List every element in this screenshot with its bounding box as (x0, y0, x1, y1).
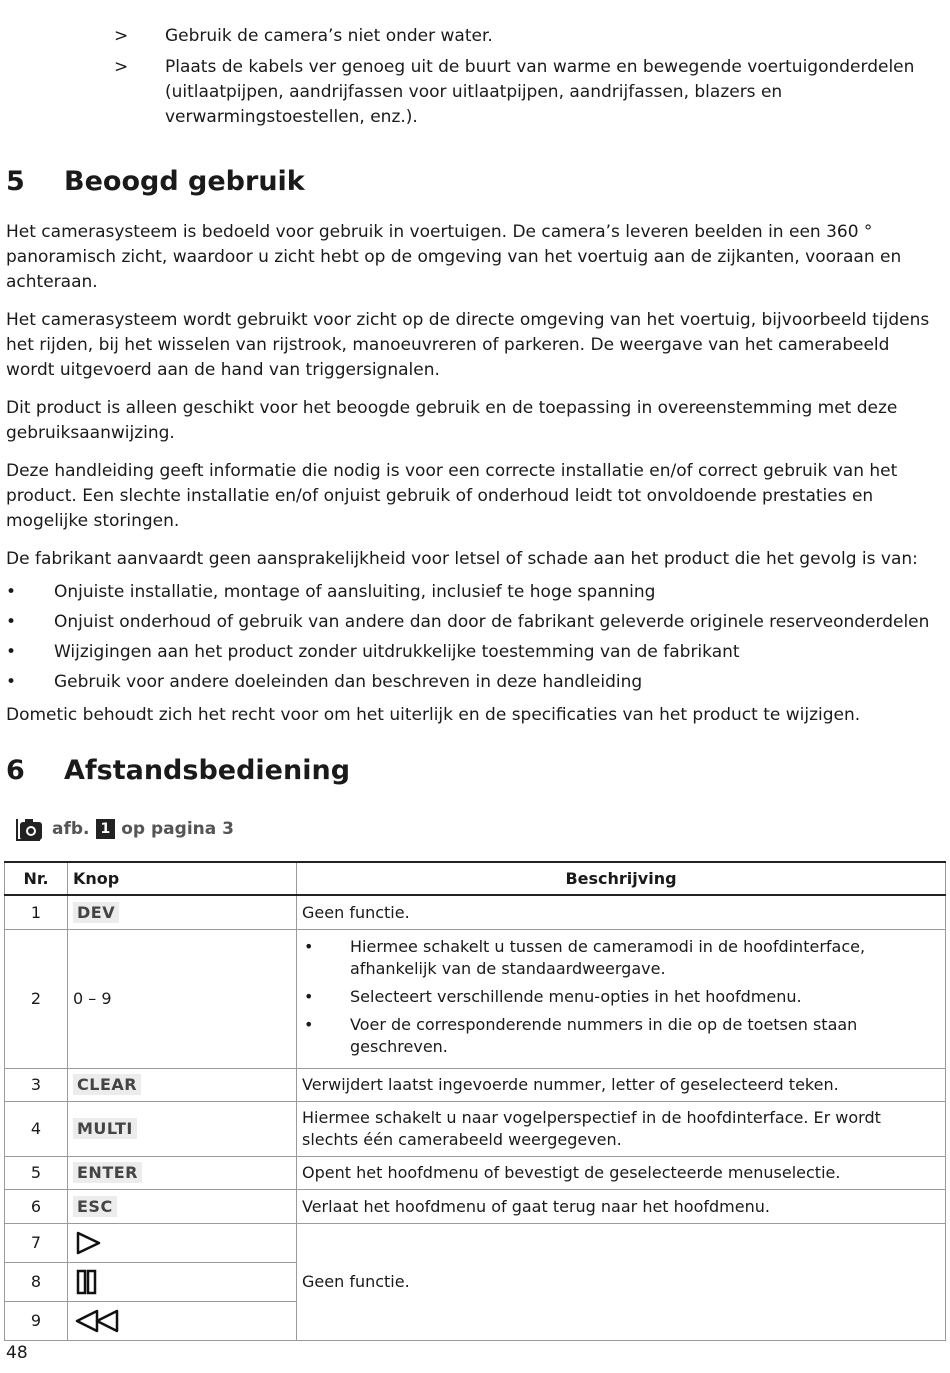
figure-reference (14, 814, 234, 844)
column-header-knop: Knop (68, 862, 297, 895)
key-label: CLEAR (73, 1074, 141, 1095)
arrow-marker: > (114, 26, 129, 46)
cell-knop (68, 1189, 297, 1223)
camera-icon (14, 816, 44, 843)
cell-knop (68, 895, 297, 929)
paragraph: De fabrikant aanvaardt geen aansprakelijkheid voor letsel of schade aan het product die het gevolg is van: (6, 549, 918, 569)
bullet-dot: • (6, 672, 17, 692)
bullet-dot: • (6, 582, 17, 602)
cell-knop (68, 1156, 297, 1189)
list-item (6, 670, 936, 695)
bullet-dot: • (6, 642, 17, 662)
column-header-nr: Nr. (5, 862, 68, 895)
cell-nr: 5 (5, 1156, 68, 1189)
pause-icon (73, 1269, 291, 1295)
bullet-dot: • (304, 936, 314, 956)
paragraph: Deze handleiding geeft informatie die nodig is voor een correcte installatie en/of correct gebruik van het product. Een slechte installatie en/of onjuist gebruik of onderhoud leidt tot onvoldoende prestaties en mogelijke storingen. (6, 461, 898, 531)
bullet-dot: • (304, 986, 314, 1006)
paragraph: Het camerasysteem is bedoeld voor gebruik in voertuigen. De camera’s leveren beelden in een 360 ° panoramisch zicht, waardoor u zicht hebt op de omgeving van het voertuig aan de zijkanten, vooraan en achteraan. (6, 222, 902, 292)
section-title: Beoogd gebruik (64, 166, 305, 197)
cell-beschrijving: Verwijdert laatst ingevoerde nummer, letter of geselecteerd teken. (297, 1068, 946, 1101)
table-row (5, 1156, 946, 1189)
paragraph: Het camerasysteem wordt gebruikt voor zicht op de directe omgeving van het voertuig, bijvoorbeeld tijdens het rijden, bij het wisselen van rijstrook, manoeuvreren of parkeren. De weergave van het camerabeeld wordt uitgevoerd aan de hand van triggersignalen. (6, 310, 930, 380)
list-item-text: Onjuist onderhoud of gebruik van andere dan door de fabrikant geleverde originele reserveonderdelen (54, 612, 930, 632)
table-row (5, 1068, 946, 1101)
list-item-text: Gebruik de camera’s niet onder water. (165, 26, 493, 46)
arrow-marker: > (114, 57, 129, 77)
cell-knop (68, 1101, 297, 1156)
cell-beschrijving: Hiermee schakelt u naar vogelperspectief in de hoofdinterface. Er wordt slechts één camerabeeld weergegeven. (297, 1101, 946, 1156)
page-number: 48 (6, 1343, 28, 1363)
list-item-text: Wijzigingen aan het product zonder uitdrukkelijke toestemming van de fabrikant (54, 642, 740, 662)
section-title: Afstandsbediening (64, 755, 351, 786)
section-5-body (6, 220, 936, 741)
cell-nr: 1 (5, 895, 68, 929)
list-item (6, 640, 936, 665)
section-heading-6 (6, 755, 350, 786)
cell-beschrijving: Geen functie. (297, 1223, 946, 1340)
table-row (5, 1101, 946, 1156)
list-item-text: Onjuiste installatie, montage of aansluiting, inclusief te hoge spanning (54, 582, 656, 602)
cell-nr: 2 (5, 929, 68, 1068)
table-row (5, 895, 946, 929)
paragraph: Dit product is alleen geschikt voor het beoogde gebruik en de toepassing in overeenstemming met deze gebruiksaanwijzing. (6, 398, 898, 443)
paragraph: Dometic behoudt zich het recht voor om het uiterlijk en de specificaties van het product te wijzigen. (6, 705, 861, 725)
section-number: 5 (6, 166, 25, 197)
list-item (0, 24, 950, 49)
list-item-text: Hiermee schakelt u tussen de cameramodi in de hoofdinterface, afhankelijk van de standaardweergave. (350, 936, 866, 978)
list-item-text: Plaats de kabels ver genoeg uit de buurt van warme en bewegende voertuigonderdelen (uitlaatpijpen, aandrijfassen voor uitlaatpijpen, aandrijfassen, blazers en verwarmingstoestellen, enz.). (165, 57, 915, 127)
column-header-beschrijving: Beschrijving (297, 862, 946, 895)
key-label: ENTER (73, 1162, 142, 1183)
bullet-dot: • (304, 1014, 314, 1034)
remote-control-table (4, 861, 946, 1341)
list-item-text: Gebruik voor andere doeleinden dan beschreven in deze handleiding (54, 672, 643, 692)
cell-knop: 0 – 9 (68, 929, 297, 1068)
list-item (6, 580, 936, 605)
cell-nr: 3 (5, 1068, 68, 1101)
table-header-row (5, 862, 946, 895)
cell-nr: 6 (5, 1189, 68, 1223)
cell-beschrijving (297, 929, 946, 1068)
rewind-icon (73, 1308, 291, 1334)
cell-knop (68, 1301, 297, 1340)
bullet-dot: • (6, 612, 17, 632)
cell-knop (68, 1262, 297, 1301)
liability-list (6, 580, 936, 695)
list-item-text: Selecteert verschillende menu-opties in het hoofdmenu. (350, 986, 802, 1006)
list-item (302, 936, 940, 980)
table-row (5, 929, 946, 1068)
cell-nr: 4 (5, 1101, 68, 1156)
play-icon (73, 1230, 291, 1256)
table-row (5, 1189, 946, 1223)
warning-list (0, 24, 950, 136)
section-number: 6 (6, 755, 25, 786)
key-label: MULTI (73, 1118, 137, 1139)
list-item (6, 610, 936, 635)
table-row (5, 1223, 946, 1262)
list-item (0, 55, 950, 130)
description-list (302, 930, 940, 1068)
cell-nr: 8 (5, 1262, 68, 1301)
figure-page-link: op pagina 3 (121, 819, 234, 839)
section-heading-5 (6, 166, 305, 197)
cell-nr: 9 (5, 1301, 68, 1340)
cell-beschrijving: Verlaat het hoofdmenu of gaat terug naar het hoofdmenu. (297, 1189, 946, 1223)
list-item-text: Voer de corresponderende nummers in die op de toetsen staan geschreven. (350, 1014, 858, 1056)
key-label: DEV (73, 902, 119, 923)
cell-knop (68, 1068, 297, 1101)
cell-knop (68, 1223, 297, 1262)
figure-prefix: afb. (52, 819, 90, 839)
cell-beschrijving: Geen functie. (297, 895, 946, 929)
cell-beschrijving: Opent het hoofdmenu of bevestigt de geselecteerde menuselectie. (297, 1156, 946, 1189)
key-label: ESC (73, 1196, 117, 1217)
figure-number-box: 1 (96, 819, 116, 839)
list-item (302, 986, 940, 1008)
list-item (302, 1014, 940, 1058)
cell-nr: 7 (5, 1223, 68, 1262)
